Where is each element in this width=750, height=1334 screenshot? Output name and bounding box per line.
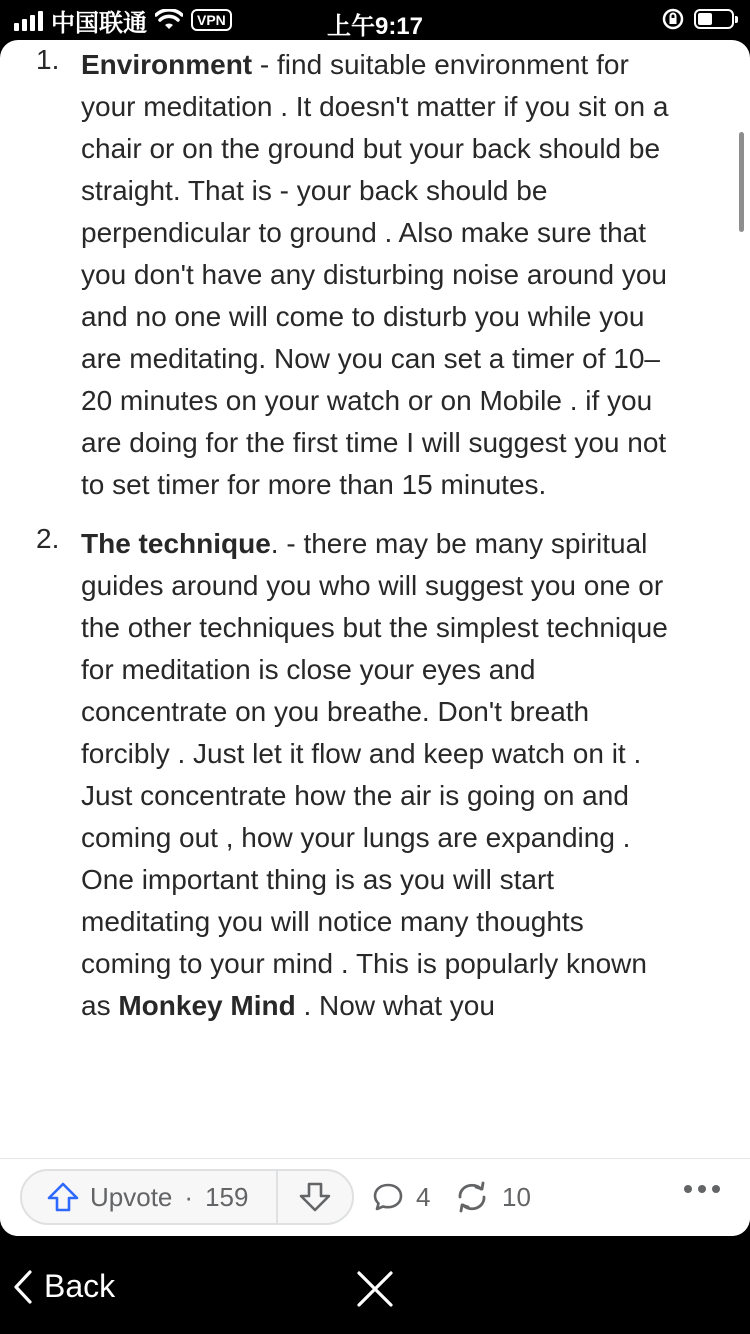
comment-count: 4 — [416, 1181, 431, 1212]
more-dot-icon — [698, 1185, 706, 1193]
rotation-lock-icon — [662, 8, 684, 30]
more-options-button[interactable] — [684, 1185, 720, 1193]
list-item — [0, 44, 750, 506]
vpn-badge: VPN — [191, 9, 232, 31]
item-heading: Environment — [81, 49, 253, 80]
downvote-arrow-icon — [298, 1181, 332, 1213]
list-number: 1. — [36, 44, 60, 75]
item-text: . - there may be many spiritual guides around you who will suggest you one or the other techniques but the simplest technique for meditation is close your eyes and concentrate on you breathe. Don't breath forcibly . Just let it flow and keep watch on it . Just concentrate how the air is going on and coming out , how your lungs are expanding . One important thing is as you will start meditating you will notice many thoughts coming to your mind . This is popularly known as — [81, 528, 668, 1021]
list-paragraph — [81, 44, 681, 506]
upvote-count: 159 — [205, 1181, 249, 1212]
more-dot-icon — [684, 1185, 692, 1193]
item-text-after: . Now what you — [295, 990, 495, 1021]
upvote-separator: · — [184, 1181, 194, 1212]
upvote-label: Upvote — [90, 1181, 173, 1212]
status-bar — [0, 0, 750, 40]
clock: 上午9:17 — [326, 13, 424, 40]
more-dot-icon — [712, 1185, 720, 1193]
bottom-nav — [0, 1236, 750, 1334]
back-label: Back — [44, 1268, 116, 1304]
share-count: 10 — [502, 1181, 531, 1212]
answer-content[interactable] — [0, 40, 750, 1158]
back-button[interactable] — [12, 1268, 115, 1305]
comments-button[interactable] — [372, 1171, 430, 1223]
list-item — [0, 523, 750, 1027]
close-button[interactable] — [356, 1270, 394, 1313]
upvote-arrow-icon — [46, 1181, 80, 1213]
list-paragraph — [81, 523, 681, 1027]
action-bar — [0, 1158, 750, 1236]
reshare-icon — [454, 1181, 490, 1213]
comment-icon — [372, 1182, 404, 1212]
vote-group — [20, 1169, 354, 1225]
item-text: - find suitable environment for your meditation . It doesn't matter if you sit on a chair or on the ground but your back should be straight. That is - your back should be perpendicular to ground . Also make sure that you don't have any disturbing noise around you and no one will come to disturb you while you are meditating. Now you can set a timer of 10–20 minutes on your watch or on Mobile . if you are doing for the first time I will suggest you not to set timer for more than 15 minutes. — [81, 49, 669, 500]
answer-sheet — [0, 40, 750, 1236]
item-heading: The technique — [81, 528, 271, 559]
upvote-button[interactable] — [22, 1171, 278, 1223]
item-emphasis: Monkey Mind — [118, 990, 296, 1021]
downvote-button[interactable] — [278, 1171, 352, 1223]
battery-icon — [694, 9, 734, 29]
chevron-left-icon — [12, 1269, 34, 1305]
close-icon — [356, 1270, 394, 1308]
scrollbar[interactable] — [739, 132, 744, 232]
carrier-name: 中国联通 — [51, 9, 147, 37]
share-button[interactable] — [454, 1171, 531, 1223]
list-number: 2. — [36, 523, 60, 554]
